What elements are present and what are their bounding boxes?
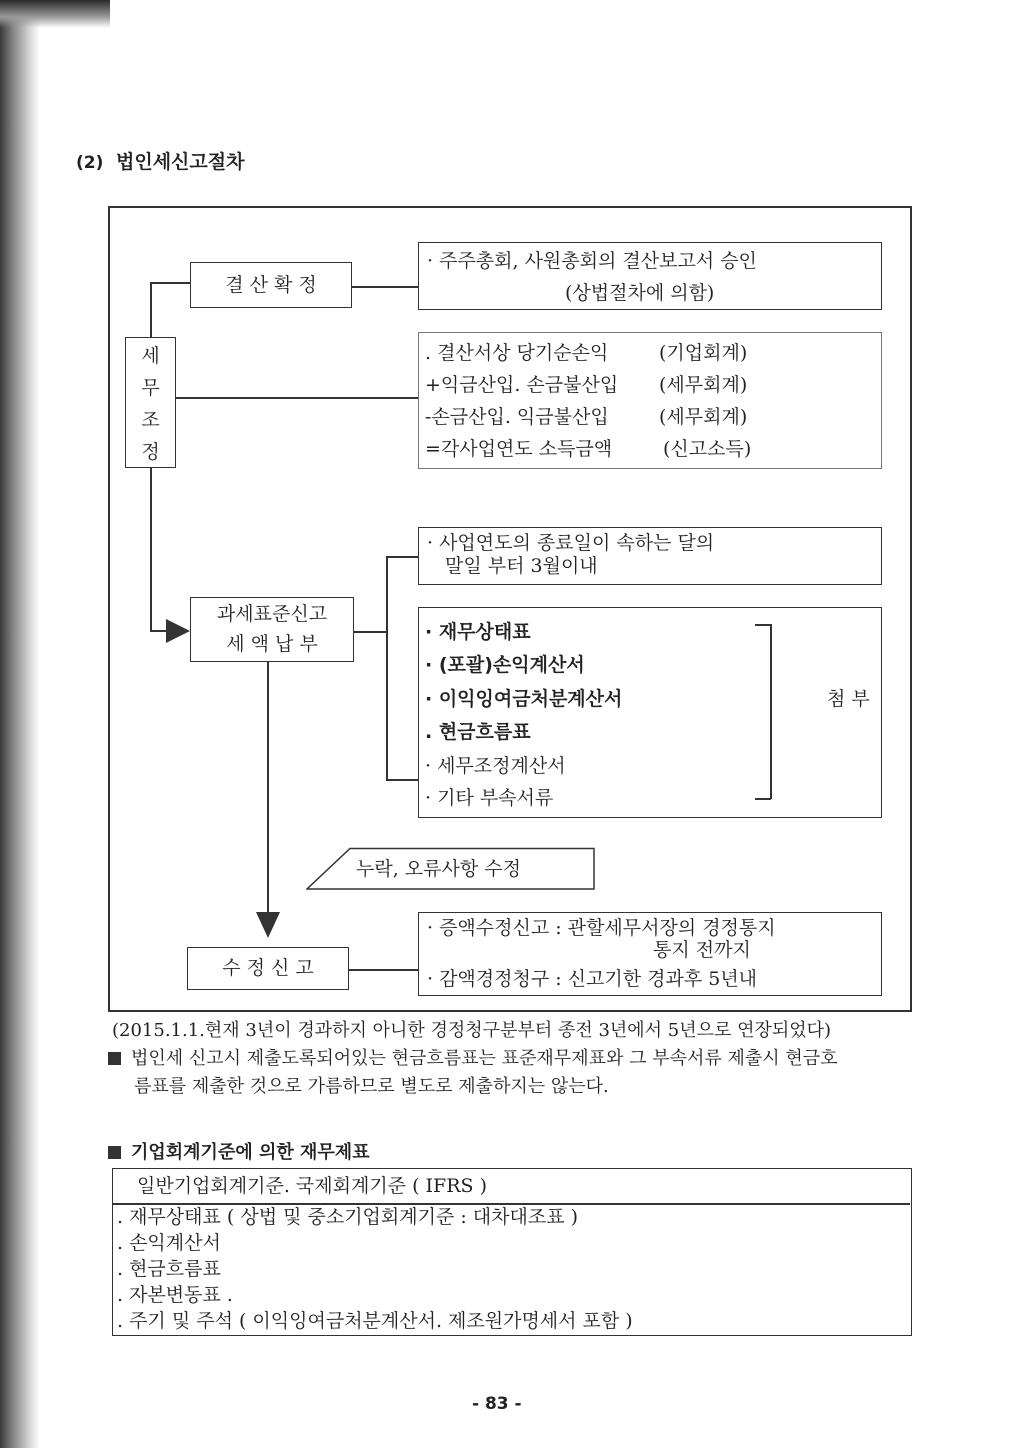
bracket — [770, 624, 772, 799]
tax-adjustment-char: 조 — [141, 409, 160, 431]
page-number: - 83 - — [472, 1394, 522, 1414]
section-number: (2) — [76, 153, 104, 173]
adjustment-note: (신고소득) — [663, 438, 752, 460]
bracket — [755, 624, 771, 626]
connector — [150, 468, 152, 631]
adjustment-line: . 결산서상 당기순손익 — [425, 342, 609, 364]
fs-item: . 현금흐름표 — [117, 1258, 221, 1280]
tax-adjustment-char: 정 — [141, 441, 160, 463]
adjustment-box — [418, 332, 882, 469]
section-heading — [76, 147, 244, 174]
adjustment-line: =각사업연도 소득금액 — [425, 438, 613, 460]
arrow-down-icon — [256, 912, 280, 940]
amended-note-line1: · 증액수정신고 : 관할세무서장의 경정통지 — [427, 917, 776, 939]
connector — [386, 556, 388, 780]
deadline-box — [418, 527, 882, 585]
adjustment-line: +익금산입. 손금불산입 — [425, 374, 619, 396]
fs-table — [112, 1168, 912, 1336]
deadline-line2: 말일 부터 3월이내 — [445, 555, 598, 577]
adjustment-note: (세무회계) — [659, 374, 748, 396]
connector — [267, 662, 269, 917]
amended-notes-box — [418, 912, 882, 996]
attachments-box — [418, 607, 882, 818]
bullet-note — [108, 1047, 938, 1099]
connector — [352, 286, 418, 288]
footnote: (2015.1.1.현재 3년이 경과하지 아니한 경정청구분부터 종전 3년에서 5년으로 연장되었다) — [112, 1020, 832, 1041]
arrow-right-icon — [166, 619, 192, 643]
adjustment-note: (세무회계) — [659, 406, 748, 428]
connector — [386, 556, 418, 558]
tax-adjustment-box — [125, 337, 176, 468]
fs-item: . 주기 및 주석 ( 이익잉여금처분계산서. 제조원가명세서 포함 ) — [117, 1310, 633, 1332]
filing-box — [190, 597, 354, 662]
square-bullet-icon — [108, 1052, 121, 1065]
correction-tag: 누락, 오류사항 수정 — [356, 858, 521, 880]
page-corner-shadow — [0, 0, 110, 28]
bullet-note-line2: 름표를 제출한 것으로 가름하므로 별도로 제출하지는 않는다. — [134, 1076, 609, 1097]
connector — [150, 282, 190, 284]
fs-heading — [108, 1138, 370, 1164]
settlement-label: 결 산 확 정 — [225, 274, 317, 296]
connector — [354, 631, 386, 633]
attachment-item: · (포괄)손익계산서 — [425, 654, 585, 676]
settlement-note-box — [418, 242, 882, 310]
filing-line2: 세 액 납 부 — [226, 633, 318, 655]
fs-item: . 손익계산서 — [117, 1232, 221, 1254]
attach-label: 첨 부 — [827, 688, 870, 710]
adjustment-line: -손금산입. 익금불산입 — [425, 406, 609, 428]
amended-box — [187, 947, 349, 990]
amended-note-line2: 통지 전까지 — [653, 939, 751, 961]
settlement-box — [190, 262, 352, 308]
fs-table-header: 일반기업회계기준. 국제회계기준 ( IFRS ) — [137, 1175, 487, 1197]
bracket — [755, 798, 771, 800]
filing-line1: 과세표준신고 — [216, 603, 328, 625]
attachment-item: · 기타 부속서류 — [425, 787, 554, 809]
section-title: 법인세신고절차 — [116, 151, 245, 173]
connector — [150, 282, 152, 337]
tax-adjustment-char: 무 — [141, 377, 160, 399]
fs-item: . 재무상태표 ( 상법 및 중소기업회계기준 : 대차대조표 ) — [117, 1206, 579, 1228]
fs-title: 기업회계기준에 의한 재무제표 — [131, 1142, 370, 1163]
connector — [386, 779, 418, 781]
adjustment-note: (기업회계) — [659, 342, 748, 364]
attachment-item: . 현금흐름표 — [425, 721, 531, 743]
connector — [349, 969, 418, 971]
page-edge-shadow — [0, 0, 40, 1448]
attachment-item: · 세무조정계산서 — [425, 755, 566, 777]
attachment-item: · 이익잉여금처분계산서 — [425, 688, 623, 710]
amended-note-line3: · 감액경정청구 : 신고기한 경과후 5년내 — [427, 968, 758, 990]
settlement-note-line1: · 주주총회, 사원총회의 결산보고서 승인 — [427, 250, 757, 272]
settlement-note-line2: (상법절차에 의함) — [565, 282, 715, 304]
deadline-line1: · 사업연도의 종료일이 속하는 달의 — [427, 532, 715, 554]
fs-item: . 자본변동표 . — [117, 1284, 233, 1306]
attachment-item: · 재무상태표 — [425, 621, 531, 643]
bullet-note-line1: 법인세 신고시 제출도록되어있는 현금흐름표는 표준재무제표와 그 부속서류 제출시 현금호 — [131, 1048, 838, 1069]
square-bullet-icon — [108, 1146, 121, 1159]
tax-adjustment-char: 세 — [141, 345, 160, 367]
connector — [176, 397, 418, 399]
amended-label: 수 정 신 고 — [222, 957, 314, 979]
